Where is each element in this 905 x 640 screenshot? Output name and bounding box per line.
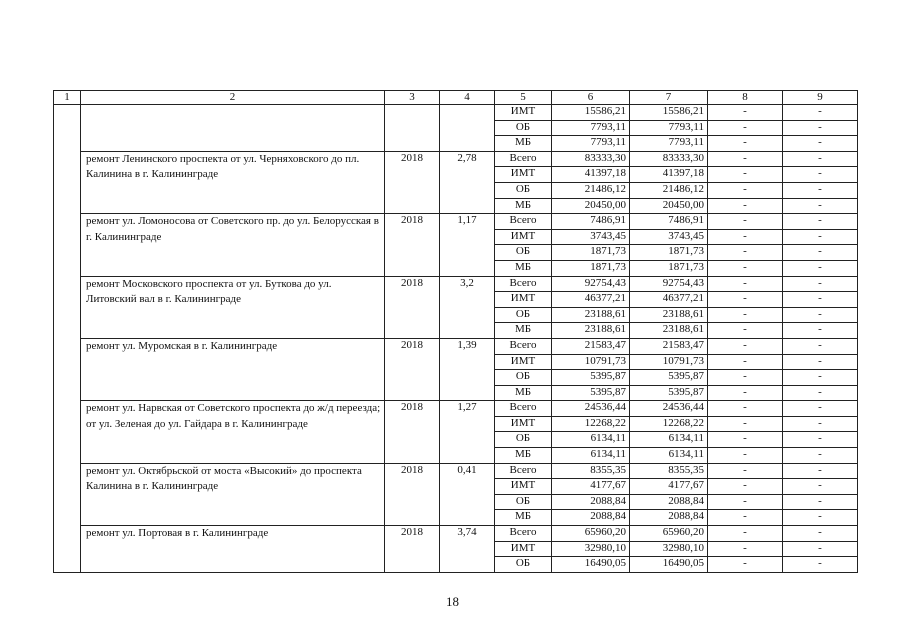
dash-cell: - <box>783 276 858 292</box>
amount-cell: 8355,35 <box>552 463 630 479</box>
dash-cell: - <box>783 307 858 323</box>
table-row <box>54 526 858 542</box>
dash-cell: - <box>783 432 858 448</box>
column-number-header-row <box>54 91 858 105</box>
fund-type-cell: ОБ <box>495 307 552 323</box>
project-year: 2018 <box>385 276 440 338</box>
amount-cell: 21486,12 <box>630 182 708 198</box>
amount-cell: 1871,73 <box>630 260 708 276</box>
project-description: ремонт ул. Нарвская от Советского проспекта до ж/д переезда; от ул. Зеленая до ул. Гайдара в г. Калининграде <box>81 401 385 463</box>
amount-cell: 10791,73 <box>552 354 630 370</box>
fund-type-cell: ИМТ <box>495 479 552 495</box>
column-number: 3 <box>385 91 440 105</box>
column-number: 8 <box>708 91 783 105</box>
fund-type-cell: МБ <box>495 323 552 339</box>
dash-cell: - <box>783 105 858 121</box>
dash-cell: - <box>708 323 783 339</box>
table-row <box>54 214 858 230</box>
dash-cell: - <box>708 198 783 214</box>
project-year: 2018 <box>385 526 440 573</box>
fund-type-cell: ОБ <box>495 557 552 573</box>
dash-cell: - <box>708 541 783 557</box>
amount-cell: 5395,87 <box>630 370 708 386</box>
amount-cell: 32980,10 <box>630 541 708 557</box>
amount-cell: 1871,73 <box>552 245 630 261</box>
amount-cell: 2088,84 <box>630 510 708 526</box>
dash-cell: - <box>783 541 858 557</box>
amount-cell: 15586,21 <box>630 105 708 121</box>
length-cell <box>440 105 495 152</box>
dash-cell: - <box>708 136 783 152</box>
dash-cell: - <box>708 214 783 230</box>
amount-cell: 5395,87 <box>552 370 630 386</box>
fund-type-cell: Всего <box>495 526 552 542</box>
fund-type-cell: Всего <box>495 276 552 292</box>
dash-cell: - <box>783 120 858 136</box>
dash-cell: - <box>783 557 858 573</box>
amount-cell: 83333,30 <box>552 151 630 167</box>
dash-cell: - <box>708 385 783 401</box>
dash-cell: - <box>708 338 783 354</box>
amount-cell: 12268,22 <box>630 416 708 432</box>
funding-table <box>53 90 858 573</box>
project-year: 2018 <box>385 151 440 213</box>
amount-cell: 2088,84 <box>552 494 630 510</box>
amount-cell: 1871,73 <box>552 260 630 276</box>
year-cell <box>385 105 440 152</box>
amount-cell: 16490,05 <box>630 557 708 573</box>
project-length: 2,78 <box>440 151 495 213</box>
amount-cell: 41397,18 <box>630 167 708 183</box>
table-row <box>54 463 858 479</box>
column-number: 6 <box>552 91 630 105</box>
fund-type-cell: ИМТ <box>495 354 552 370</box>
amount-cell: 6134,11 <box>630 448 708 464</box>
amount-cell: 23188,61 <box>552 307 630 323</box>
dash-cell: - <box>708 510 783 526</box>
table-row <box>54 105 858 121</box>
amount-cell: 4177,67 <box>552 479 630 495</box>
dash-cell: - <box>708 416 783 432</box>
amount-cell: 7486,91 <box>552 214 630 230</box>
project-year: 2018 <box>385 401 440 463</box>
fund-type-cell: ОБ <box>495 494 552 510</box>
dash-cell: - <box>708 307 783 323</box>
amount-cell: 23188,61 <box>552 323 630 339</box>
fund-type-cell: Всего <box>495 463 552 479</box>
amount-cell: 2088,84 <box>630 494 708 510</box>
dash-cell: - <box>783 167 858 183</box>
fund-type-cell: МБ <box>495 448 552 464</box>
amount-cell: 4177,67 <box>630 479 708 495</box>
dash-cell: - <box>783 198 858 214</box>
fund-type-cell: ОБ <box>495 120 552 136</box>
dash-cell: - <box>783 354 858 370</box>
dash-cell: - <box>783 448 858 464</box>
table-row <box>54 276 858 292</box>
project-length: 3,2 <box>440 276 495 338</box>
project-length: 0,41 <box>440 463 495 525</box>
dash-cell: - <box>708 120 783 136</box>
dash-cell: - <box>783 323 858 339</box>
amount-cell: 24536,44 <box>630 401 708 417</box>
amount-cell: 20450,00 <box>630 198 708 214</box>
dash-cell: - <box>783 245 858 261</box>
amount-cell: 41397,18 <box>552 167 630 183</box>
amount-cell: 46377,21 <box>630 292 708 308</box>
amount-cell: 5395,87 <box>552 385 630 401</box>
amount-cell: 6134,11 <box>552 432 630 448</box>
amount-cell: 7793,11 <box>630 136 708 152</box>
fund-type-cell: ОБ <box>495 370 552 386</box>
amount-cell: 92754,43 <box>630 276 708 292</box>
amount-cell: 65960,20 <box>630 526 708 542</box>
fund-type-cell: МБ <box>495 136 552 152</box>
fund-type-cell: ИМТ <box>495 292 552 308</box>
dash-cell: - <box>783 494 858 510</box>
dash-cell: - <box>708 479 783 495</box>
dash-cell: - <box>708 229 783 245</box>
project-description: ремонт ул. Ломоносова от Советского пр. до ул. Белорусская в г. Калининграде <box>81 214 385 276</box>
dash-cell: - <box>783 526 858 542</box>
amount-cell: 21583,47 <box>552 338 630 354</box>
fund-type-cell: МБ <box>495 510 552 526</box>
fund-type-cell: МБ <box>495 198 552 214</box>
amount-cell: 8355,35 <box>630 463 708 479</box>
project-description: ремонт ул. Октябрьской от моста «Высокий» до проспекта Калинина в г. Калининграде <box>81 463 385 525</box>
column-number: 7 <box>630 91 708 105</box>
amount-cell: 23188,61 <box>630 323 708 339</box>
dash-cell: - <box>708 526 783 542</box>
amount-cell: 83333,30 <box>630 151 708 167</box>
dash-cell: - <box>783 136 858 152</box>
dash-cell: - <box>708 401 783 417</box>
fund-type-cell: ИМТ <box>495 416 552 432</box>
dash-cell: - <box>708 151 783 167</box>
project-year: 2018 <box>385 338 440 400</box>
column-number: 4 <box>440 91 495 105</box>
amount-cell: 46377,21 <box>552 292 630 308</box>
dash-cell: - <box>708 494 783 510</box>
dash-cell: - <box>708 292 783 308</box>
dash-cell: - <box>708 432 783 448</box>
fund-type-cell: ИМТ <box>495 541 552 557</box>
amount-cell: 15586,21 <box>552 105 630 121</box>
dash-cell: - <box>708 105 783 121</box>
fund-type-cell: Всего <box>495 151 552 167</box>
amount-cell: 65960,20 <box>552 526 630 542</box>
amount-cell: 3743,45 <box>630 229 708 245</box>
dash-cell: - <box>783 510 858 526</box>
project-year: 2018 <box>385 214 440 276</box>
amount-cell: 12268,22 <box>552 416 630 432</box>
fund-type-cell: ИМТ <box>495 105 552 121</box>
amount-cell: 7793,11 <box>552 120 630 136</box>
amount-cell: 21583,47 <box>630 338 708 354</box>
fund-type-cell: Всего <box>495 214 552 230</box>
dash-cell: - <box>783 463 858 479</box>
amount-cell: 7793,11 <box>552 136 630 152</box>
amount-cell: 32980,10 <box>552 541 630 557</box>
project-length: 1,27 <box>440 401 495 463</box>
amount-cell: 16490,05 <box>552 557 630 573</box>
fund-type-cell: Всего <box>495 338 552 354</box>
fund-type-cell: ОБ <box>495 245 552 261</box>
amount-cell: 20450,00 <box>552 198 630 214</box>
dash-cell: - <box>783 401 858 417</box>
dash-cell: - <box>708 167 783 183</box>
fund-type-cell: ИМТ <box>495 229 552 245</box>
project-year: 2018 <box>385 463 440 525</box>
column-number: 1 <box>54 91 81 105</box>
dash-cell: - <box>708 182 783 198</box>
amount-cell: 3743,45 <box>552 229 630 245</box>
fund-type-cell: ОБ <box>495 182 552 198</box>
dash-cell: - <box>708 260 783 276</box>
amount-cell: 5395,87 <box>630 385 708 401</box>
table-row <box>54 151 858 167</box>
dash-cell: - <box>708 276 783 292</box>
project-description: ремонт Ленинского проспекта от ул. Черняховского до пл. Калинина в г. Калининграде <box>81 151 385 213</box>
dash-cell: - <box>783 182 858 198</box>
dash-cell: - <box>783 385 858 401</box>
fund-type-cell: МБ <box>495 260 552 276</box>
dash-cell: - <box>783 338 858 354</box>
dash-cell: - <box>783 214 858 230</box>
amount-cell: 7793,11 <box>630 120 708 136</box>
column-number: 2 <box>81 91 385 105</box>
fund-type-cell: ОБ <box>495 432 552 448</box>
dash-cell: - <box>708 448 783 464</box>
table-row <box>54 338 858 354</box>
page-number: 18 <box>446 594 459 609</box>
project-description: ремонт ул. Муромская в г. Калининграде <box>81 338 385 400</box>
description-cell <box>81 105 385 152</box>
dash-cell: - <box>708 463 783 479</box>
amount-cell: 24536,44 <box>552 401 630 417</box>
fund-type-cell: МБ <box>495 385 552 401</box>
project-description: ремонт ул. Портовая в г. Калининграде <box>81 526 385 573</box>
dash-cell: - <box>783 416 858 432</box>
amount-cell: 7486,91 <box>630 214 708 230</box>
amount-cell: 1871,73 <box>630 245 708 261</box>
amount-cell: 10791,73 <box>630 354 708 370</box>
fund-type-cell: ИМТ <box>495 167 552 183</box>
dash-cell: - <box>783 479 858 495</box>
section-number-cell <box>54 105 81 573</box>
dash-cell: - <box>783 370 858 386</box>
dash-cell: - <box>708 245 783 261</box>
dash-cell: - <box>783 292 858 308</box>
amount-cell: 21486,12 <box>552 182 630 198</box>
dash-cell: - <box>708 354 783 370</box>
project-description: ремонт Московского проспекта от ул. Буткова до ул. Литовский вал в г. Калининграде <box>81 276 385 338</box>
amount-cell: 6134,11 <box>630 432 708 448</box>
dash-cell: - <box>708 557 783 573</box>
dash-cell: - <box>708 370 783 386</box>
project-length: 3,74 <box>440 526 495 573</box>
column-number: 9 <box>783 91 858 105</box>
project-length: 1,39 <box>440 338 495 400</box>
amount-cell: 92754,43 <box>552 276 630 292</box>
dash-cell: - <box>783 260 858 276</box>
project-length: 1,17 <box>440 214 495 276</box>
amount-cell: 23188,61 <box>630 307 708 323</box>
table-row <box>54 401 858 417</box>
dash-cell: - <box>783 151 858 167</box>
column-number: 5 <box>495 91 552 105</box>
fund-type-cell: Всего <box>495 401 552 417</box>
amount-cell: 6134,11 <box>552 448 630 464</box>
amount-cell: 2088,84 <box>552 510 630 526</box>
dash-cell: - <box>783 229 858 245</box>
